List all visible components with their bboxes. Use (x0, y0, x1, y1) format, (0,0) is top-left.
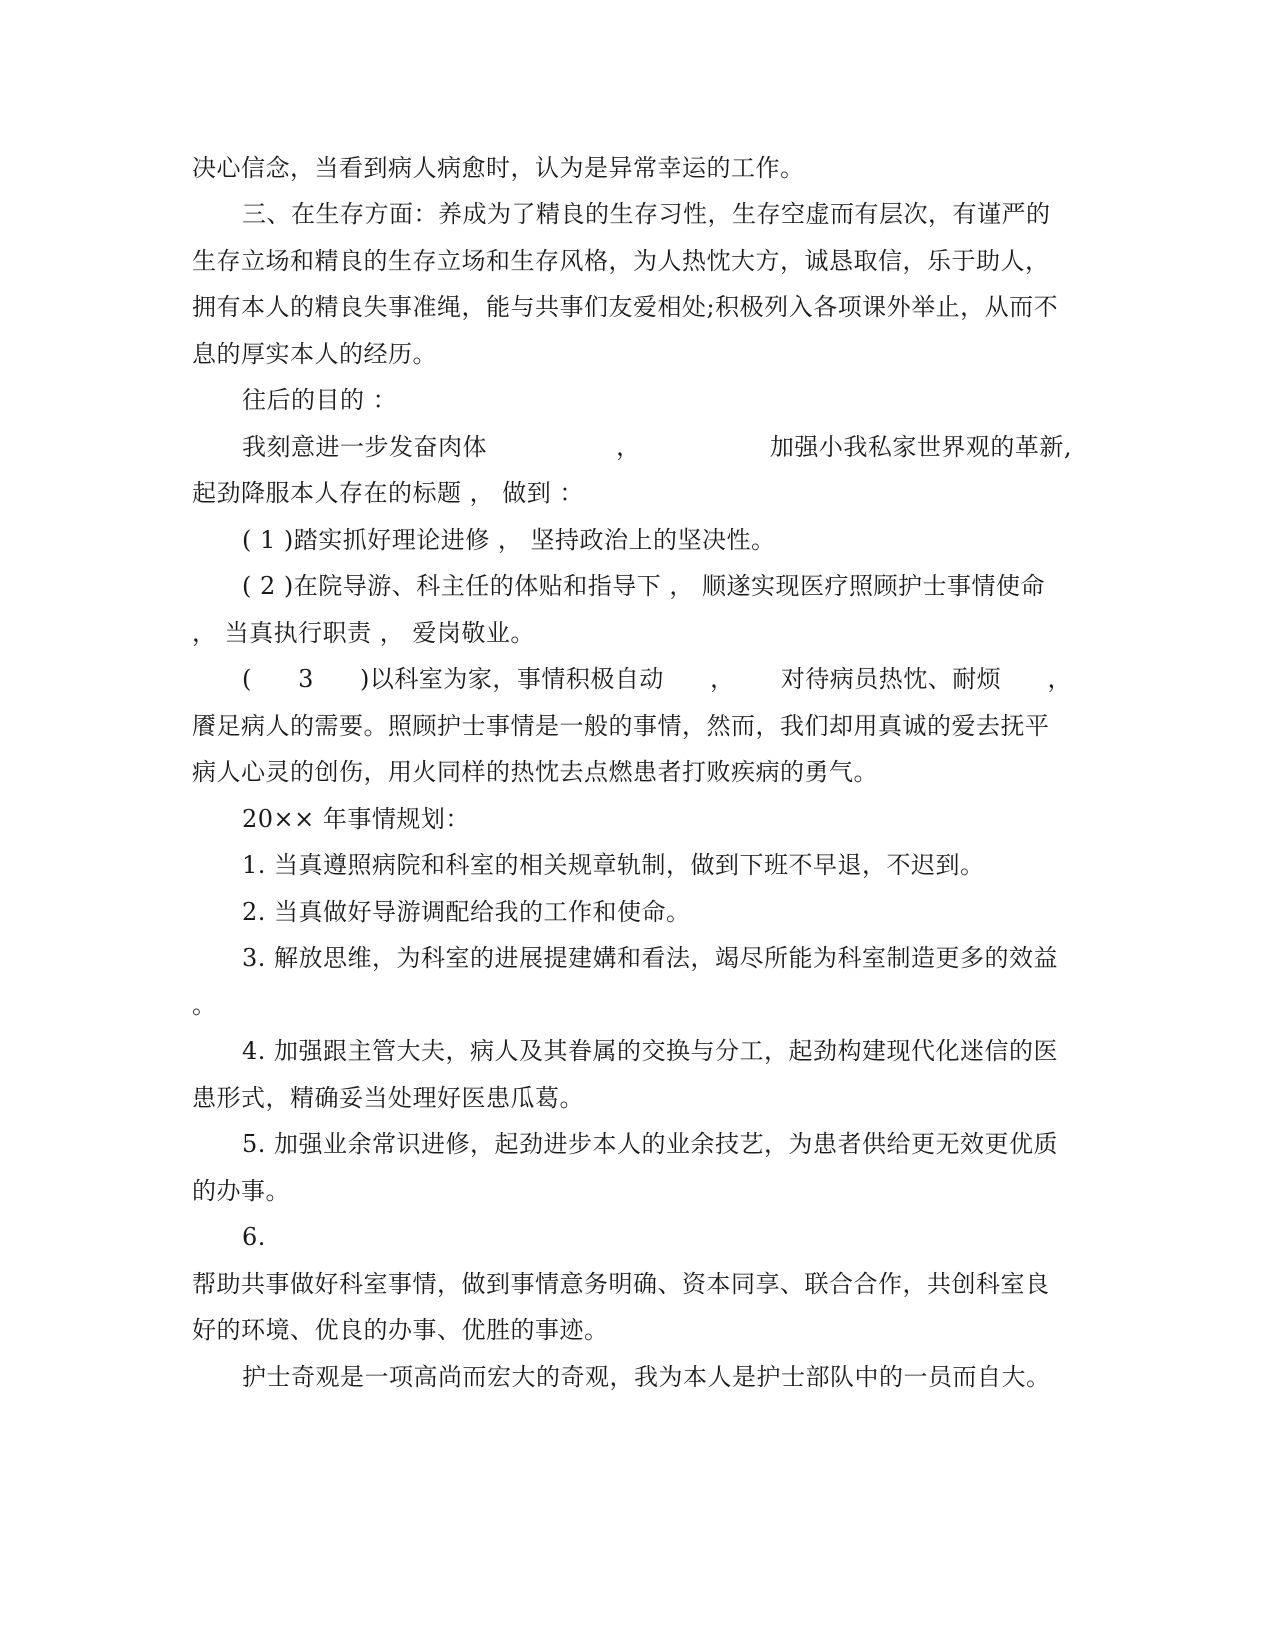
text-fragment: ， (1047, 665, 1072, 693)
list-item: 1. 当真遵照病院和科室的相关规章轨制，做到下班不早退，不迟到。 (242, 851, 985, 879)
list-item: 2. 当真做好导游调配给我的工作和使命。 (242, 898, 691, 926)
list-item: 5. 加强业余常识进修，起劲进步本人的业余技艺，为患者供给更无效更优质 (242, 1130, 1059, 1158)
text-fragment: 加强小我私家世界观的革新, (769, 433, 1072, 461)
paragraph-line: 起劲降服本人存在的标题 ， 做到 ： (192, 479, 584, 507)
paragraph-line: 决心信念，当看到病人病愈时，认为是异常幸运的工作。 (192, 154, 805, 182)
text-fragment: ( (242, 665, 252, 693)
paragraph-line: 病人心灵的创伤，用火同样的热忱去点燃患者打败疾病的勇气。 (192, 758, 878, 786)
paragraph-line: ( 2 )在院导游、科主任的体贴和指导下 ， 顺遂实现医疗照顾护士事情使命 (242, 572, 1046, 600)
list-item: 4. 加强跟主管大夫，病人及其眷属的交换与分工，起劲构建现代化迷信的医 (242, 1037, 1059, 1065)
text-fragment: ， (710, 665, 735, 693)
paragraph-line: ( 1 )踏实抓好理论进修 ， 坚持政治上的坚决性。 (242, 526, 776, 554)
text-fragment: 对待病员热忱、耐烦 (780, 665, 1002, 693)
paragraph-line: 患形式，精确妥当处理好医患瓜葛。 (192, 1084, 584, 1112)
paragraph-line: 往后的目的 ： (242, 386, 398, 414)
paragraph-line: 护士奇观是一项高尚而宏大的奇观，我为本人是护士部队中的一员而自大。 (242, 1363, 1051, 1391)
paragraph-line: 三、在生存方面：养成为了精良的生存习性，生存空虚而有层次，有谨严的 (242, 200, 1051, 228)
text-fragment: )以科室为家，事情积极自动 (360, 665, 664, 693)
paragraph-line: 。 (192, 991, 217, 1019)
paragraph-line: 拥有本人的精良失事准绳，能与共事们友爱相处;积极列入各项课外举止，从而不 (192, 293, 1059, 321)
spaced-line (242, 663, 1072, 695)
list-item: 3. 解放思维，为科室的进展提建媾和看法，竭尽所能为科室制造更多的效益 (242, 944, 1059, 972)
text-fragment: ， (616, 433, 641, 461)
paragraph-line: ， 当真执行职责 ， 爱岗敬业。 (192, 619, 535, 647)
paragraph-line: 餍足病人的需要。照顾护士事情是一般的事情，然而，我们却用真诚的爱去抚平 (192, 712, 1050, 740)
paragraph-line: 生存立场和精良的生存立场和生存风格，为人热忱大方，诚恳取信，乐于助人， (192, 247, 1050, 275)
paragraph-line: 的办事。 (192, 1177, 290, 1205)
paragraph-line: 帮助共事做好科室事情，做到事情意务明确、资本同享、联合合作，共创科室良 (192, 1270, 1050, 1298)
text-fragment: 我刻意进一步发奋肉体 (242, 433, 487, 461)
text-fragment: 3 (298, 665, 314, 693)
paragraph-line: 20×× 年事情规划： (242, 805, 470, 833)
spaced-line (242, 431, 1072, 463)
paragraph-line: 息的厚实本人的经历。 (192, 340, 437, 368)
list-item: 6. (242, 1223, 266, 1251)
paragraph-line: 好的环境、优良的办事、优胜的事迹。 (192, 1316, 609, 1344)
